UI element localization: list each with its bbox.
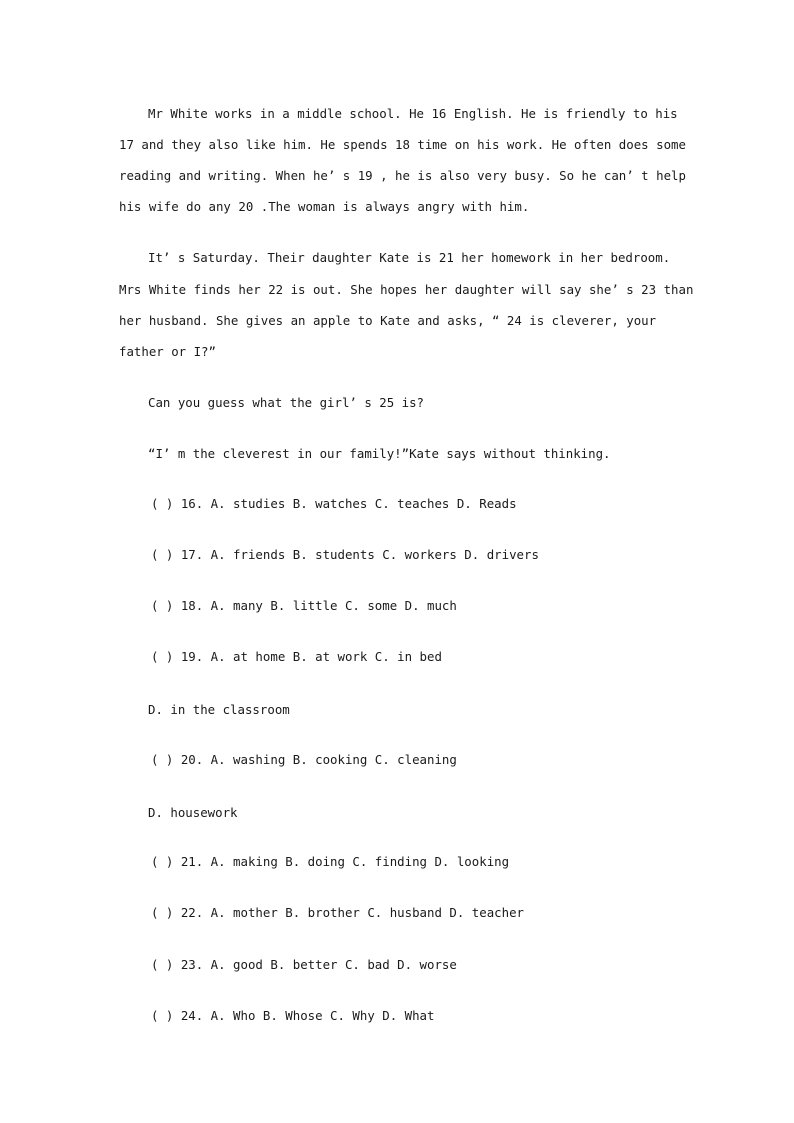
question-24: ( ) 24. A. Who B. Whose C. Why D. What — [151, 1008, 435, 1023]
question-20: ( ) 20. A. washing B. cooking C. cleaning — [151, 752, 457, 767]
question-16: ( ) 16. A. studies B. watches C. teaches D. Reads — [151, 496, 517, 511]
question-22: ( ) 22. A. mother B. brother C. husband D. teacher — [151, 905, 524, 920]
question-19-continuation: D. in the classroom — [148, 702, 290, 717]
question-21: ( ) 21. A. making B. doing C. finding D. looking — [151, 854, 510, 869]
question-20-continuation: D. housework — [148, 805, 238, 820]
passage-line: reading and writing. When he’ s 19 , he is also very busy. So he can’ t help — [119, 168, 686, 183]
passage-line: Mrs White finds her 22 is out. She hopes her daughter will say she’ s 23 than — [119, 282, 694, 297]
question-17: ( ) 17. A. friends B. students C. workers D. drivers — [151, 547, 539, 562]
passage-line: father or I?” — [119, 344, 216, 359]
passage-paragraph-3: Can you guess what the girl’ s 25 is? — [148, 395, 425, 410]
question-18: ( ) 18. A. many B. little C. some D. much — [151, 598, 457, 613]
question-19: ( ) 19. A. at home B. at work C. in bed — [151, 649, 442, 664]
passage-line: his wife do any 20 .The woman is always angry with him. — [119, 199, 530, 214]
question-23: ( ) 23. A. good B. better C. bad D. worse — [151, 957, 457, 972]
passage-line: Mr White works in a middle school. He 16 English. He is friendly to his — [148, 106, 678, 121]
passage-line: It’ s Saturday. Their daughter Kate is 21 her homework in her bedroom. — [148, 250, 671, 265]
passage-line: 17 and they also like him. He spends 18 time on his work. He often does some — [119, 137, 686, 152]
passage-line: her husband. She gives an apple to Kate and asks, “ 24 is cleverer, your — [119, 313, 657, 328]
passage-paragraph-4: “I’ m the cleverest in our family!”Kate says without thinking. — [148, 446, 611, 461]
